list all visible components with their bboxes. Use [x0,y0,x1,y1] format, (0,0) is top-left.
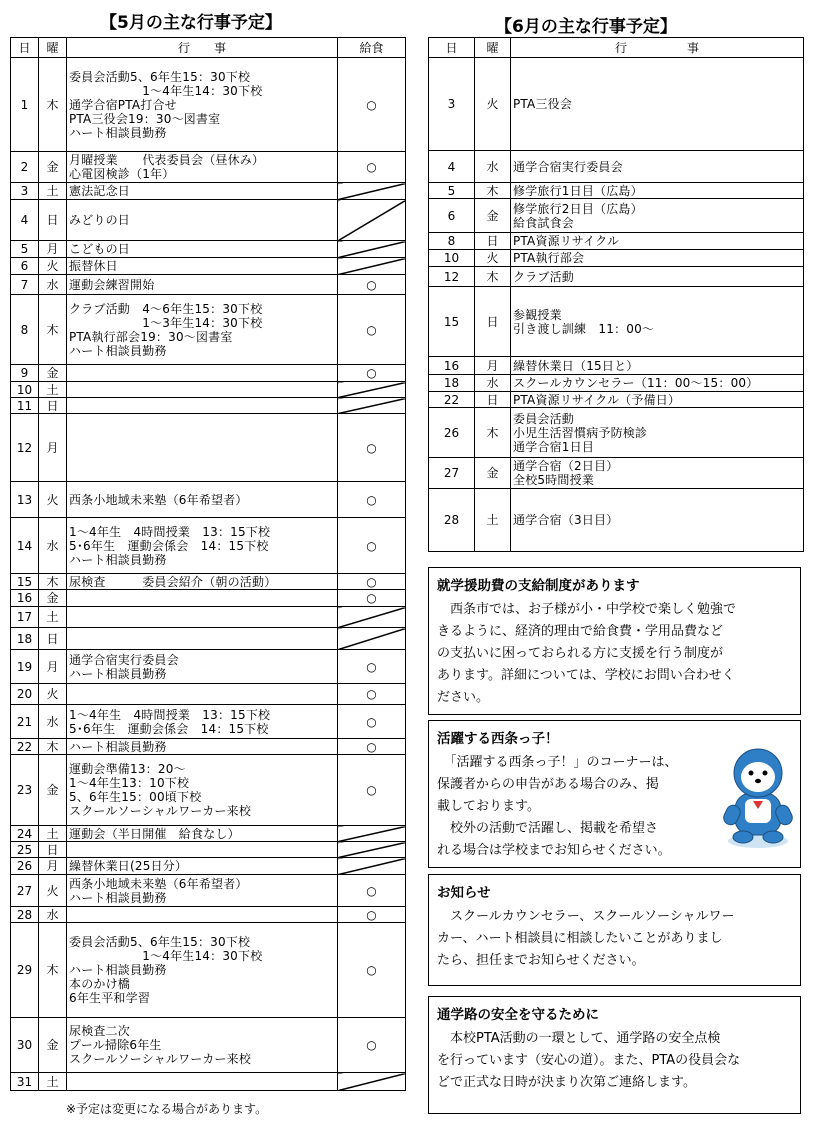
event-cell: 尿検査 委員会紹介（朝の活動） [67,574,338,590]
june-row [429,408,804,458]
day-cell: 6 [11,258,39,275]
weekday-cell: 土 [39,826,67,842]
weekday-cell: 土 [39,183,67,200]
weekday-cell: 金 [39,365,67,382]
weekday-cell: 日 [39,842,67,858]
day-cell: 2 [11,152,39,183]
may-row [11,398,406,414]
event-cell: 繰替休業日（15日と） [511,357,804,375]
no-lunch-cell [338,607,406,628]
june-row [429,250,804,267]
event-cell: 委員会活動5、6年生15：30下校 1～4年生14：30下校 ハート相談員勤務 本のかけ橋 6年生平和学習 [67,923,338,1018]
may-row [11,755,406,826]
notice-body: スクールカウンセラー、スクールソーシャルワー カー、ハート相談員に相談したいことがありまし たら、担任までお知らせください。 [437,909,735,968]
event-cell [67,684,338,705]
no-lunch-cell [338,628,406,650]
event-cell: 通学合宿（3日目） [511,489,804,552]
june-header-event: 行 事 [511,38,804,58]
weekday-cell: 水 [39,518,67,574]
weekday-cell: 木 [39,574,67,590]
day-cell: 30 [11,1018,39,1073]
weekday-cell: 金 [39,1018,67,1073]
may-row [11,590,406,607]
may-row [11,684,406,705]
lunch-cell: ○ [338,275,406,295]
notice-title: 就学援助費の支給制度があります [437,578,640,594]
may-row [11,628,406,650]
event-cell: 振替休日 [67,258,338,275]
event-cell: スクールカウンセラー（11：00～15：00） [511,375,804,392]
may-schedule-table [10,37,406,1091]
weekday-cell: 木 [475,408,511,458]
may-row [11,414,406,482]
weekday-cell: 火 [39,482,67,518]
day-cell: 24 [11,826,39,842]
day-cell: 12 [429,267,475,287]
no-lunch-cell [338,258,406,275]
event-cell: 運動会準備13：20～ 1～4年生13：10下校 5、6年生15：00頃下校 スクールソーシャルワーカー来校 [67,755,338,826]
event-cell: PTA資源リサイクル [511,233,804,250]
day-cell: 21 [11,705,39,739]
day-cell: 19 [11,650,39,684]
june-row [429,287,804,357]
event-cell: 西条小地域未来塾（6年希望者） [67,482,338,518]
weekday-cell: 金 [475,199,511,233]
day-cell: 1 [11,58,39,152]
event-cell: 委員会活動5、6年生15：30下校 1～4年生14：30下校 通学合宿PTA打合せ PTA三役会19：30～図書室 ハート相談員勤務 [67,58,338,152]
day-cell: 16 [429,357,475,375]
may-row [11,842,406,858]
event-cell [67,365,338,382]
june-row [429,458,804,489]
day-cell: 6 [429,199,475,233]
weekday-cell: 金 [475,458,511,489]
may-row [11,518,406,574]
lunch-cell: ○ [338,739,406,755]
event-cell: ハート相談員勤務 [67,739,338,755]
event-cell: PTA資源リサイクル（予備日） [511,392,804,408]
june-row [429,392,804,408]
day-cell: 8 [11,295,39,365]
weekday-cell: 水 [39,705,67,739]
day-cell: 9 [11,365,39,382]
lunch-cell: ○ [338,518,406,574]
mascot-illustration [719,743,797,851]
may-header-lunch: 給食 [338,38,406,58]
lunch-cell: ○ [338,574,406,590]
may-row [11,275,406,295]
day-cell: 12 [11,414,39,482]
lunch-cell: ○ [338,907,406,923]
day-cell: 18 [11,628,39,650]
no-lunch-cell [338,183,406,200]
event-cell [67,607,338,628]
notice-title: 通学路の安全を守るために [437,1007,599,1023]
event-cell: 運動会練習開始 [67,275,338,295]
may-header-row [11,38,406,58]
lunch-cell: ○ [338,414,406,482]
june-row [429,375,804,392]
may-header-event: 行 事 [67,38,338,58]
may-row [11,826,406,842]
event-cell: 運動会（半日開催 給食なし） [67,826,338,842]
day-cell: 3 [11,183,39,200]
event-cell: 委員会活動 小児生活習慣病予防検診 通学合宿1日目 [511,408,804,458]
event-cell: 通学合宿（2日目） 全校5時間授業 [511,458,804,489]
event-cell: こどもの日 [67,241,338,258]
no-lunch-cell [338,858,406,875]
day-cell: 27 [429,458,475,489]
event-cell: PTA執行部会 [511,250,804,267]
event-cell [67,842,338,858]
event-cell: 繰替休業日(25日分） [67,858,338,875]
june-row [429,267,804,287]
june-schedule-table [428,37,804,552]
weekday-cell: 土 [39,382,67,398]
no-lunch-cell [338,1073,406,1091]
schedule-change-note: ※予定は変更になる場合があります。 [66,1102,268,1116]
notice-school-aid [428,567,801,715]
day-cell: 25 [11,842,39,858]
notice-body: 「活躍する西条っ子！」のコーナーは、 保護者からの申告がある場合のみ、掲 載しております。 校外の活動で活躍し、掲載を希望さ れる場合は学校までお知らせください。 [437,755,678,858]
lunch-cell: ○ [338,295,406,365]
event-cell [67,382,338,398]
weekday-cell: 水 [475,375,511,392]
may-row [11,382,406,398]
may-row [11,875,406,907]
day-cell: 20 [11,684,39,705]
may-row [11,183,406,200]
notice-counseling [428,874,801,986]
day-cell: 8 [429,233,475,250]
lunch-cell: ○ [338,923,406,1018]
day-cell: 22 [11,739,39,755]
weekday-cell: 木 [475,267,511,287]
may-row [11,1018,406,1073]
weekday-cell: 土 [39,1073,67,1091]
may-row [11,907,406,923]
june-header-row [429,38,804,58]
event-cell: 1～4年生 4時間授業 13：15下校 5･6年生 運動会係会 14：15下校 [67,705,338,739]
event-cell [67,590,338,607]
day-cell: 22 [429,392,475,408]
may-row [11,482,406,518]
lunch-cell: ○ [338,152,406,183]
lunch-cell: ○ [338,365,406,382]
day-cell: 26 [11,858,39,875]
weekday-cell: 月 [39,241,67,258]
weekday-cell: 木 [39,923,67,1018]
weekday-cell: 火 [39,684,67,705]
june-row [429,151,804,183]
weekday-cell: 木 [39,739,67,755]
weekday-cell: 月 [39,414,67,482]
lunch-cell: ○ [338,705,406,739]
june-row [429,489,804,552]
weekday-cell: 木 [475,183,511,199]
may-header-day: 日 [11,38,39,58]
weekday-cell: 水 [39,907,67,923]
june-row [429,58,804,151]
day-cell: 4 [429,151,475,183]
lunch-cell: ○ [338,58,406,152]
may-row [11,152,406,183]
event-cell: 修学旅行1日目（広島） [511,183,804,199]
weekday-cell: 日 [39,398,67,414]
weekday-cell: 金 [39,755,67,826]
weekday-cell: 金 [39,152,67,183]
day-cell: 15 [429,287,475,357]
may-row [11,1073,406,1091]
lunch-cell: ○ [338,684,406,705]
event-cell: クラブ活動 4～6年生15：30下校 1～3年生14：30下校 PTA執行部会19：30～図書室 ハート相談員勤務 [67,295,338,365]
weekday-cell: 木 [39,58,67,152]
day-cell: 16 [11,590,39,607]
no-lunch-cell [338,382,406,398]
notice-school-route [428,996,801,1114]
june-title: 【6月の主な行事予定】 [495,17,677,37]
event-cell [67,398,338,414]
lunch-cell: ○ [338,650,406,684]
day-cell: 4 [11,200,39,241]
notice-active-kids [428,720,801,868]
june-row [429,199,804,233]
event-cell: 憲法記念日 [67,183,338,200]
weekday-cell: 月 [39,858,67,875]
june-header-day: 日 [429,38,475,58]
event-cell: クラブ活動 [511,267,804,287]
may-row [11,739,406,755]
day-cell: 18 [429,375,475,392]
weekday-cell: 火 [475,58,511,151]
notice-title: 活躍する西条っ子！ [437,731,559,747]
weekday-cell: 日 [39,200,67,241]
may-header-weekday: 曜 [39,38,67,58]
weekday-cell: 金 [39,590,67,607]
event-cell: PTA三役会 [511,58,804,151]
may-row [11,923,406,1018]
event-cell: 通学合宿実行委員会 [511,151,804,183]
lunch-cell: ○ [338,590,406,607]
event-cell: 修学旅行2日目（広島） 給食試食会 [511,199,804,233]
weekday-cell: 水 [475,151,511,183]
lunch-cell: ○ [338,875,406,907]
day-cell: 28 [429,489,475,552]
event-cell: 1～4年生 4時間授業 13：15下校 5･6年生 運動会係会 14：15下校 ハート相談員勤務 [67,518,338,574]
day-cell: 7 [11,275,39,295]
event-cell [67,628,338,650]
may-title: 【5月の主な行事予定】 [100,13,282,33]
lunch-cell: ○ [338,1018,406,1073]
june-row [429,183,804,199]
weekday-cell: 木 [39,295,67,365]
weekday-cell: 日 [475,392,511,408]
day-cell: 15 [11,574,39,590]
day-cell: 5 [11,241,39,258]
may-row [11,607,406,628]
may-row [11,258,406,275]
day-cell: 13 [11,482,39,518]
day-cell: 31 [11,1073,39,1091]
lunch-cell: ○ [338,755,406,826]
may-row [11,200,406,241]
notice-title: お知らせ [437,885,491,901]
june-row [429,233,804,250]
weekday-cell: 日 [475,233,511,250]
june-header-weekday: 曜 [475,38,511,58]
day-cell: 10 [429,250,475,267]
weekday-cell: 日 [39,628,67,650]
no-lunch-cell [338,842,406,858]
day-cell: 23 [11,755,39,826]
event-cell [67,907,338,923]
day-cell: 26 [429,408,475,458]
no-lunch-cell [338,398,406,414]
event-cell: 参観授業 引き渡し訓練 11：00～ [511,287,804,357]
weekday-cell: 火 [475,250,511,267]
weekday-cell: 土 [39,607,67,628]
weekday-cell: 火 [39,258,67,275]
event-cell [67,1073,338,1091]
may-row [11,650,406,684]
weekday-cell: 火 [39,875,67,907]
day-cell: 3 [429,58,475,151]
day-cell: 10 [11,382,39,398]
day-cell: 11 [11,398,39,414]
day-cell: 17 [11,607,39,628]
day-cell: 28 [11,907,39,923]
event-cell: みどりの日 [67,200,338,241]
event-cell: 西条小地域未来塾（6年希望者） ハート相談員勤務 [67,875,338,907]
event-cell: 通学合宿実行委員会 ハート相談員勤務 [67,650,338,684]
may-row [11,365,406,382]
day-cell: 29 [11,923,39,1018]
no-lunch-cell [338,200,406,241]
day-cell: 5 [429,183,475,199]
event-cell: 月曜授業 代表委員会（昼休み） 心電図検診（1年） [67,152,338,183]
notice-body: 本校PTA活動の一環として、通学路の安全点検 を行っています（安心の道）。また、PTAの役員会な どで正式な日時が決まり次第ご連絡します。 [437,1031,741,1090]
may-row [11,858,406,875]
may-row [11,58,406,152]
no-lunch-cell [338,826,406,842]
notice-body: 西条市では、お子様が小・中学校で楽しく勉強で きるように、経済的理由で給食費・学用品費など の支払いに困っておられる方に支援を行う制度が あります。詳細については、学校にお問い合わせく ださい。 [437,602,737,705]
day-cell: 27 [11,875,39,907]
lunch-cell: ○ [338,482,406,518]
weekday-cell: 水 [39,275,67,295]
day-cell: 14 [11,518,39,574]
weekday-cell: 月 [475,357,511,375]
weekday-cell: 日 [475,287,511,357]
may-row [11,705,406,739]
event-cell [67,414,338,482]
weekday-cell: 土 [475,489,511,552]
may-row [11,295,406,365]
no-lunch-cell [338,241,406,258]
weekday-cell: 月 [39,650,67,684]
may-row [11,574,406,590]
june-row [429,357,804,375]
may-row [11,241,406,258]
event-cell: 尿検査二次 プール掃除6年生 スクールソーシャルワーカー来校 [67,1018,338,1073]
